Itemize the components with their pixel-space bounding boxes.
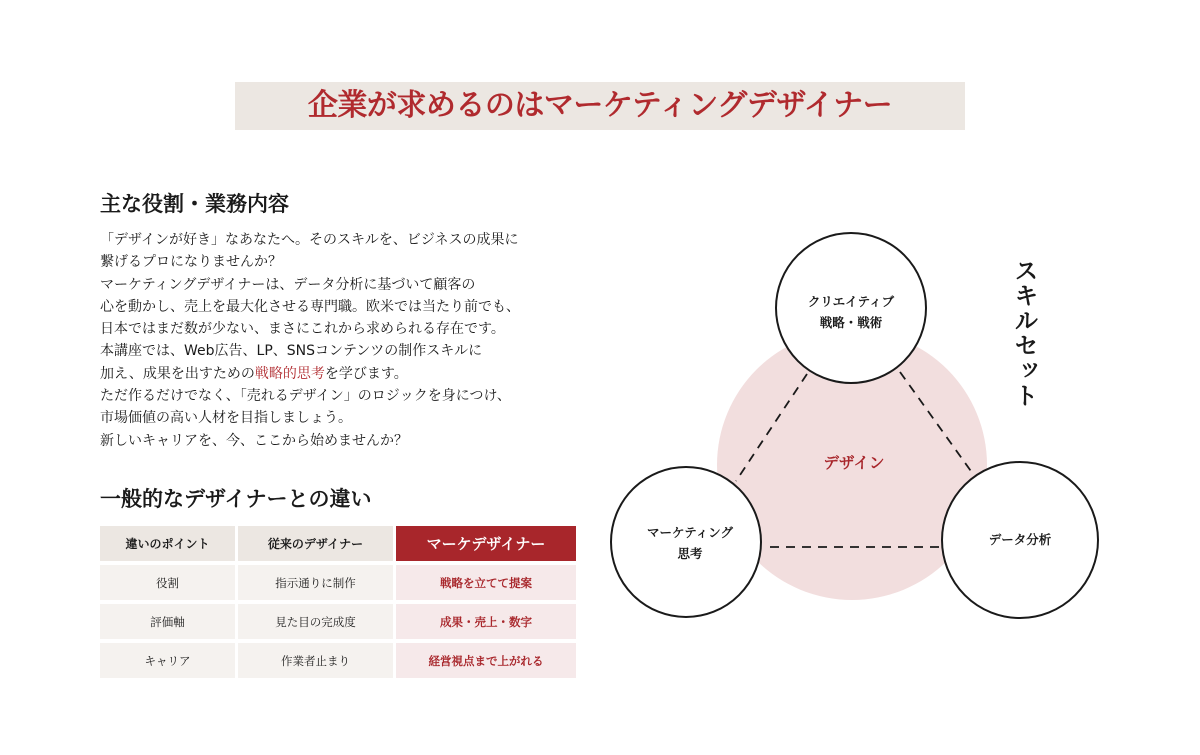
description-line: 心を動かし、売上を最大化させる専門職。欧米では当たり前でも、 (100, 298, 520, 315)
comparison-table (97, 522, 579, 682)
table-cell: 評価軸 (100, 604, 235, 639)
design-center-label: デザイン (823, 454, 885, 472)
description-line: 「デザインが好き」なあなたへ。そのスキルを、ビジネスの成果に (100, 232, 519, 248)
marketing-label-line1: マーケティング (646, 525, 734, 540)
table-cell: キャリア (100, 643, 235, 678)
description-text: 加え、成果を出すための (100, 365, 255, 382)
data-analysis-label: データ分析 (988, 532, 1052, 547)
header-marketing-designer: マーケデザイナー (396, 526, 576, 561)
description-line: 繋げるプロになりませんか？ (100, 254, 282, 271)
diff-section-heading: 一般的なデザイナーとの違い (100, 487, 372, 511)
skillset-vertical-label: スキルセット (1010, 258, 1038, 408)
description-line (100, 363, 600, 385)
description-line: マーケティングデザイナーは、データ分析に基づいて顧客の (100, 276, 476, 293)
description-line: 本講座では、Web広告、LP、SNSコンテンツの制作スキルに (100, 343, 483, 360)
header-point: 違いのポイント (100, 526, 235, 561)
header-traditional: 従来のデザイナー (238, 526, 393, 561)
table-cell: 見た目の完成度 (238, 604, 393, 639)
strategic-thinking-highlight: 戦略的思考 (254, 365, 325, 382)
description-line: ただ作るだけでなく、「売れるデザイン」のロジックを身につけ、 (100, 388, 511, 405)
table-cell-accent: 経営視点まで上がれる (396, 643, 576, 678)
table-cell: 指示通りに制作 (238, 565, 393, 600)
table-cell-accent: 戦略を立てて提案 (396, 565, 576, 600)
table-cell-accent: 成果・売上・数字 (396, 604, 576, 639)
description-text: を学びます。 (324, 365, 408, 382)
description-line: 日本ではまだ数が少ない、まさにこれから求められる存在です。 (100, 321, 505, 338)
marketing-label-line2: 思考 (677, 546, 703, 561)
table-header-row (100, 526, 576, 561)
table-row (100, 604, 576, 639)
page-title: 企業が求めるのはマーケティングデザイナー (235, 82, 965, 130)
role-section-heading: 主な役割・業務内容 (100, 192, 289, 216)
creative-label-line1: クリエイティブ (807, 294, 895, 309)
description-line: 新しいキャリアを、今、ここから始めませんか？ (100, 432, 408, 449)
table-cell: 役割 (100, 565, 235, 600)
table-cell: 作業者止まり (238, 643, 393, 678)
table-row (100, 565, 576, 600)
creative-label-line2: 戦略・戦術 (819, 315, 883, 330)
table-row (100, 643, 576, 678)
marketing-circle (611, 467, 761, 617)
role-description (100, 229, 600, 452)
description-line: 市場価値の高い人材を目指しましょう。 (100, 410, 352, 427)
